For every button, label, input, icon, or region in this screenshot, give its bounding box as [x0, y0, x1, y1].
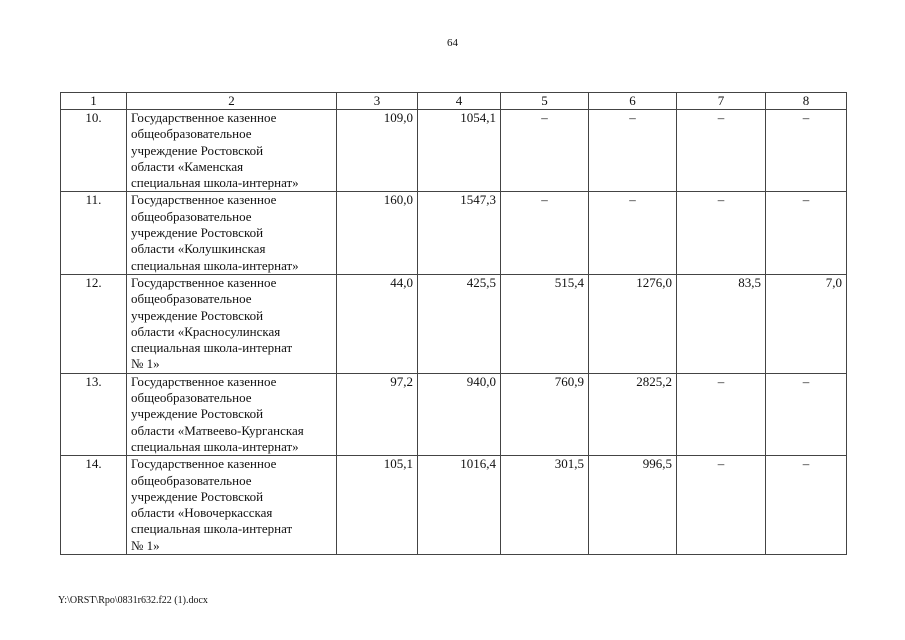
- column-header: 8: [766, 93, 847, 110]
- row-number-cell: 11.: [61, 192, 127, 274]
- table-row: [61, 192, 847, 274]
- value-cell: –: [677, 456, 766, 555]
- table-row: [61, 110, 847, 192]
- value-cell: 1547,3: [418, 192, 501, 274]
- value-cell: 97,2: [337, 373, 418, 455]
- row-number-cell: 14.: [61, 456, 127, 555]
- table-row: [61, 274, 847, 373]
- value-cell: –: [501, 110, 589, 192]
- value-cell: 1016,4: [418, 456, 501, 555]
- institution-name-cell: Государственное казенное общеобразовательное учреждение Ростовской области «Новочеркасская специальная школа-интернат № 1»: [127, 456, 337, 555]
- value-cell: –: [677, 373, 766, 455]
- value-cell: –: [677, 110, 766, 192]
- data-table: [60, 92, 847, 555]
- table-header-row: [61, 93, 847, 110]
- value-cell: –: [501, 192, 589, 274]
- institution-name-cell: Государственное казенное общеобразовательное учреждение Ростовской области «Красносулинская специальная школа-интернат № 1»: [127, 274, 337, 373]
- value-cell: 2825,2: [589, 373, 677, 455]
- column-header: 6: [589, 93, 677, 110]
- institution-name-cell: Государственное казенное общеобразовательное учреждение Ростовской области «Каменская специальная школа-интернат»: [127, 110, 337, 192]
- row-number-cell: 12.: [61, 274, 127, 373]
- value-cell: 109,0: [337, 110, 418, 192]
- table-row: [61, 456, 847, 555]
- value-cell: 1054,1: [418, 110, 501, 192]
- column-header: 3: [337, 93, 418, 110]
- value-cell: 1276,0: [589, 274, 677, 373]
- value-cell: 105,1: [337, 456, 418, 555]
- column-header: 5: [501, 93, 589, 110]
- column-header: 2: [127, 93, 337, 110]
- value-cell: –: [589, 192, 677, 274]
- row-number-cell: 13.: [61, 373, 127, 455]
- footer-file-path: Y:\ORST\Rpo\0831r632.f22 (1).docx: [58, 595, 208, 606]
- column-header: 1: [61, 93, 127, 110]
- value-cell: 44,0: [337, 274, 418, 373]
- value-cell: 83,5: [677, 274, 766, 373]
- value-cell: 515,4: [501, 274, 589, 373]
- value-cell: 425,5: [418, 274, 501, 373]
- value-cell: –: [766, 456, 847, 555]
- value-cell: 760,9: [501, 373, 589, 455]
- value-cell: 7,0: [766, 274, 847, 373]
- column-header: 4: [418, 93, 501, 110]
- value-cell: –: [766, 192, 847, 274]
- value-cell: 940,0: [418, 373, 501, 455]
- table-row: [61, 373, 847, 455]
- institution-name-cell: Государственное казенное общеобразовательное учреждение Ростовской области «Колушкинская специальная школа-интернат»: [127, 192, 337, 274]
- value-cell: –: [766, 373, 847, 455]
- value-cell: 301,5: [501, 456, 589, 555]
- institution-name-cell: Государственное казенное общеобразовательное учреждение Ростовской области «Матвеево-Курганская специальная школа-интернат»: [127, 373, 337, 455]
- value-cell: –: [766, 110, 847, 192]
- page-number: 64: [447, 37, 458, 49]
- value-cell: –: [677, 192, 766, 274]
- row-number-cell: 10.: [61, 110, 127, 192]
- column-header: 7: [677, 93, 766, 110]
- value-cell: 160,0: [337, 192, 418, 274]
- value-cell: –: [589, 110, 677, 192]
- value-cell: 996,5: [589, 456, 677, 555]
